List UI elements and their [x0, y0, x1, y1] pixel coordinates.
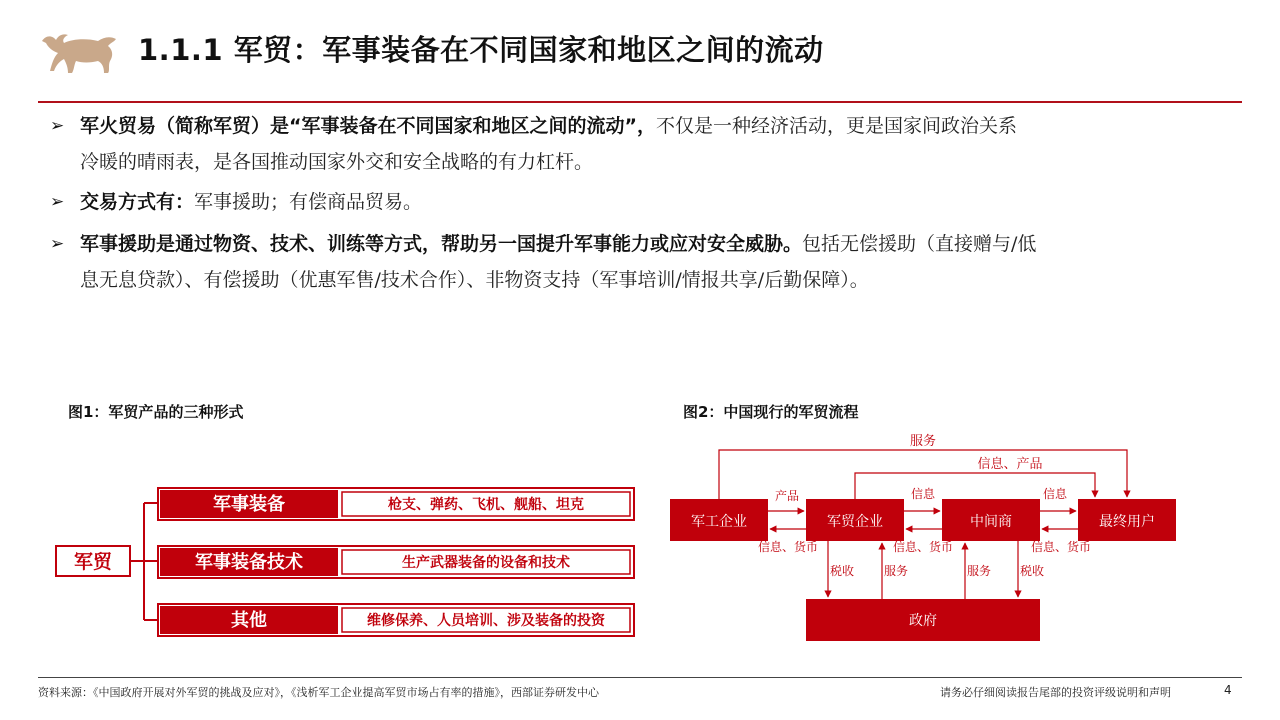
flow-label-service-top: 服务	[909, 434, 937, 449]
footer-divider	[38, 677, 1242, 678]
node-government-label: 政府	[909, 613, 937, 629]
bullet-military-aid	[50, 226, 1230, 298]
bull-logo-icon	[38, 27, 122, 75]
bullet-bold-text: 军事援助是通过物资、技术、训练等方式，帮助另一国提升军事能力或应对安全威胁。	[80, 233, 803, 255]
branch-detail: 枪支、弹药、飞机、舰船、坦克	[388, 497, 584, 513]
bullet-text-line2: 息无息贷款）、有偿援助（优惠军售/技术合作）、非物资支持（军事培训/情报共享/后勤保障）。	[80, 269, 869, 291]
bullet-bold-text: 交易方式有：	[80, 191, 195, 213]
arrow-bullet-icon: ➢	[50, 116, 65, 136]
bullet-text: 军事援助；有偿商品贸易。	[194, 191, 423, 213]
node-military-enterprise-label: 军工企业	[691, 514, 747, 530]
bullet-trade-methods	[50, 184, 1230, 220]
branch-detail: 维修保养、人员培训、涉及装备的投资	[367, 613, 605, 629]
bullet-definition	[50, 108, 1230, 180]
root-node-label: 军贸	[73, 551, 113, 573]
arrow-bullet-icon: ➢	[50, 234, 65, 254]
source-note: 资料来源：《中国政府开展对外军贸的挑战及应对》，《浅析军工企业提高军贸市场占有率的措施》，西部证券研发中心	[38, 686, 599, 699]
flow-label-service-1: 服务	[883, 564, 909, 578]
flow-label-tax-1: 税收	[829, 564, 855, 578]
bullet-text-line2: 冷暖的晴雨表，是各国推动国家外交和安全战略的有力杠杆。	[80, 151, 594, 173]
bullet-text: 包括无偿援助（直接赠与/低	[802, 233, 1037, 255]
flow-label-info-currency-2: 信息、货币	[892, 540, 954, 554]
figure2-caption: 图2：中国现行的军贸流程	[683, 403, 859, 421]
branch-detail: 生产武器装备的设备和技术	[402, 555, 570, 571]
node-end-user-label: 最终用户	[1099, 514, 1155, 530]
flow-label-info-currency-1: 信息、货币	[757, 540, 819, 554]
flow-label-info-currency-3: 信息、货币	[1030, 540, 1092, 554]
figure1-tree-diagram	[40, 470, 660, 650]
branch-name: 其他	[231, 610, 267, 631]
node-trade-enterprise-label: 军贸企业	[827, 514, 883, 530]
bullet-text: 不仅是一种经济活动，更是国家间政治关系	[655, 115, 1017, 137]
figure2-flow-diagram	[660, 425, 1200, 655]
flow-label-tax-2: 税收	[1019, 564, 1045, 578]
disclaimer-note: 请务必仔细阅读报告尾部的投资评级说明和声明	[940, 686, 1171, 699]
flow-label-info-product: 信息、产品	[977, 457, 1043, 472]
branch-name: 军事装备技术	[195, 552, 303, 573]
flow-label-service-2: 服务	[966, 564, 992, 578]
bullet-bold-text: 军火贸易（简称军贸）是“军事装备在不同国家和地区之间的流动”，	[80, 115, 656, 137]
flow-label-info-2: 信息	[1042, 487, 1068, 501]
page-number: 4	[1224, 683, 1232, 697]
figure1-caption: 图1：军贸产品的三种形式	[68, 403, 244, 421]
branch-name: 军事装备	[213, 494, 285, 515]
title-divider	[38, 101, 1242, 103]
flow-label-info-1: 信息	[910, 487, 936, 501]
flow-label-product: 产品	[774, 489, 800, 503]
node-intermediary-label: 中间商	[970, 514, 1012, 530]
arrow-bullet-icon: ➢	[50, 192, 65, 212]
page-title: 1.1.1 军贸：军事装备在不同国家和地区之间的流动	[138, 33, 824, 67]
